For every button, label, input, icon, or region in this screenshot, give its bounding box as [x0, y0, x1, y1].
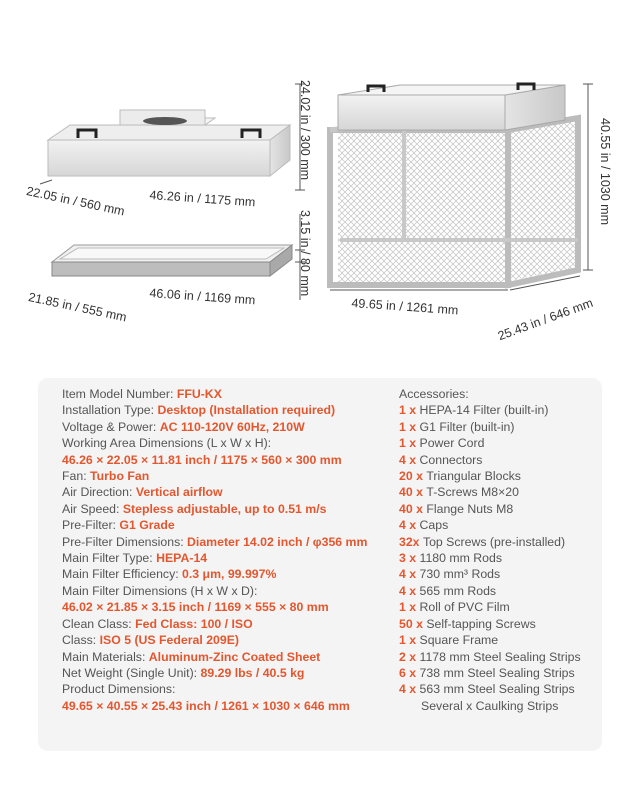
spec-row: Main Filter Dimensions (H x W x D):: [62, 583, 258, 598]
accessory-item: 1 x HEPA-14 Filter (built-in): [399, 403, 549, 418]
ffu-unit-drawing: [48, 110, 290, 176]
spec-row: 49.65 × 40.55 × 25.43 inch / 1261 × 1030 × 646 mm: [62, 698, 350, 713]
accessory-item: 32x Top Screws (pre-installed): [399, 534, 566, 549]
spec-row: 46.02 × 21.85 × 3.15 inch / 1169 × 555 × 80 mm: [62, 600, 329, 615]
accessory-item: 1 x Roll of PVC Film: [399, 600, 510, 615]
unit-height-label: 24.02 in / 300 mm: [298, 80, 312, 181]
accessory-item: 2 x 1178 mm Steel Sealing Strips: [399, 649, 581, 664]
spec-row: Voltage & Power: AC 110-120V 60Hz, 210W: [62, 419, 305, 434]
assembly-height-label: 40.55 in / 1030 mm: [598, 118, 612, 226]
spec-row: Main Filter Type: HEPA-14: [62, 551, 208, 566]
accessory-item: 40 x T-Screws M8×20: [399, 485, 519, 500]
spec-panel: [38, 378, 602, 751]
accessory-item: 20 x Triangular Blocks: [399, 469, 521, 484]
accessory-item: 3 x 1180 mm Rods: [399, 551, 502, 566]
accessory-item: 4 x 730 mm³ Rods: [399, 567, 501, 582]
accessories-list: [399, 386, 599, 714]
accessory-item: 6 x 738 mm Steel Sealing Strips: [399, 665, 575, 680]
accessory-footer: Several x Caulking Strips: [421, 698, 559, 713]
spec-row: Air Direction: Vertical airflow: [62, 485, 223, 500]
spec-row: Installation Type: Desktop (Installation required): [62, 403, 336, 418]
accessory-item: 1 x Square Frame: [399, 633, 499, 648]
accessory-item: 1 x Power Cord: [399, 436, 485, 451]
product-diagram: [0, 0, 640, 360]
accessory-item: 4 x 565 mm Rods: [399, 583, 497, 598]
spec-row: Fan: Turbo Fan: [62, 469, 150, 484]
spec-row: Main Materials: Aluminum-Zinc Coated Sheet: [62, 649, 321, 664]
filter-depth-label: 21.85 in / 555 mm: [27, 290, 128, 325]
spec-row: 46.26 × 22.05 × 11.81 inch / 1175 × 560 × 300 mm: [62, 452, 342, 467]
spec-list: [62, 386, 400, 714]
spec-row: Working Area Dimensions (L x W x H):: [62, 436, 272, 451]
spec-row: Pre-Filter Dimensions: Diameter 14.02 inch / φ356 mm: [62, 534, 368, 549]
spec-row: Air Speed: Stepless adjustable, up to 0.51 m/s: [62, 501, 327, 516]
spec-row: Class: ISO 5 (US Federal 209E): [62, 633, 240, 648]
filter-width-label: 46.06 in / 1169 mm: [149, 286, 256, 308]
accessory-item: 4 x Caps: [399, 518, 449, 533]
assembly-depth-label: 25.43 in / 646 mm: [496, 295, 595, 344]
accessory-item: 4 x 563 mm Steel Sealing Strips: [399, 682, 575, 697]
spec-row: Main Filter Efficiency: 0.3 μm, 99.997%: [62, 567, 277, 582]
spec-row: Net Weight (Single Unit): 89.29 lbs / 40.5 kg: [62, 665, 305, 680]
hepa-filter-drawing: [52, 245, 292, 276]
spec-row: Pre-Filter: G1 Grade: [62, 518, 175, 533]
accessories-title: Accessories:: [399, 387, 469, 401]
assembly-width-label: 49.65 in / 1261 mm: [351, 296, 459, 318]
assembly-drawing: [330, 84, 578, 285]
accessory-item: 4 x Connectors: [399, 452, 483, 467]
accessory-item: 50 x Self-tapping Screws: [399, 616, 536, 631]
spec-row: Clean Class: Fed Class: 100 / ISO: [62, 616, 253, 631]
accessory-item: 1 x G1 Filter (built-in): [399, 419, 515, 434]
spec-row: Item Model Number: FFU-KX: [62, 387, 222, 401]
filter-height-label: 3.15 in / 80 mm: [298, 210, 312, 297]
accessory-item: 40 x Flange Nuts M8: [399, 501, 514, 516]
unit-width-label: 46.26 in / 1175 mm: [149, 188, 256, 210]
unit-depth-label: 22.05 in / 560 mm: [25, 184, 126, 219]
spec-row: Product Dimensions:: [62, 682, 176, 697]
